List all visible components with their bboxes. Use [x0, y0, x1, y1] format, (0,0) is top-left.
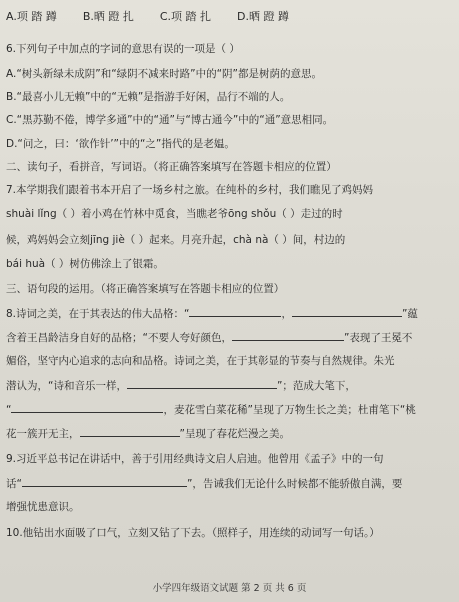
page-footer: 小学四年级语文试题 第 2 页 共 6 页 [152, 583, 307, 594]
answer-blank[interactable] [189, 306, 281, 317]
q7-line-4: bái huà（ ）树仿佛涂上了银霜。 [6, 258, 164, 270]
q10-question: 10.他钻出水面吸了口气，立刻又钻了下去。（照样子，用连续的动词写一句话。） [6, 527, 380, 539]
q9-line-1: 9.习近平总书记在讲话中，善于引用经典诗文启人启迪。他曾用《孟子》中的一句 [6, 453, 384, 465]
q6-option-d: D.“问之，曰：‘欲作针’”中的“之”指代的是老媪。 [6, 138, 235, 150]
q8-line-1-end: ”蕴 [401, 308, 418, 320]
q9-line-2 [6, 476, 459, 491]
answer-blank[interactable] [11, 402, 163, 413]
q9-line-2-end: ”，告诫我们无论什么时候都不能骄傲自满，要 [186, 478, 403, 490]
q8-line-2 [6, 330, 459, 345]
q8-line-1-text: 8.诗词之美，在于其表达的伟大品格：“ [6, 308, 190, 320]
q8-line-6-end: ”呈现了春花烂漫之美。 [179, 428, 290, 440]
answer-blank[interactable] [22, 476, 187, 487]
answer-blank[interactable] [292, 306, 402, 317]
q5-option-c: C.项 踏 扎 [159, 10, 212, 23]
q8-line-2-text: 含着王昌龄洁身自好的品格；“不要人夸好颜色， [6, 332, 232, 344]
q8-line-5 [6, 402, 459, 417]
q8-line-5-end: ，麦花雪白菜花稀”呈现了万物生长之美；杜甫笔下“桃 [163, 404, 416, 416]
q6-option-b: B.“最喜小儿无赖”中的“无赖”是指游手好闲，品行不端的人。 [6, 91, 291, 103]
q8-line-5-text: “ [6, 404, 12, 416]
q5-option-d: D.晒 蹬 蹲 [237, 10, 290, 23]
q8-line-6 [6, 426, 459, 441]
q6-question: 6.下列句子中加点的字词的意思有误的一项是（ ） [6, 43, 240, 55]
q8-line-2-end: ”表现了王冕不 [343, 332, 413, 344]
answer-blank[interactable] [232, 330, 344, 341]
q9-line-2-text: 话“ [6, 478, 22, 490]
section-3-heading: 三、语句段的运用。（将正确答案填写在答题卡相应的位置） [6, 283, 285, 295]
q6-option-a: A.“树头新绿未成阴”和“绿阴不减来时路”中的“阴”都是树荫的意思。 [6, 68, 322, 80]
q5-option-b: B.晒 蹬 扎 [82, 10, 134, 23]
q8-line-1 [6, 306, 459, 321]
q9-line-3: 增强忧患意识。 [6, 501, 80, 513]
q8-line-3: 媚俗，坚守内心追求的志向和品格。诗词之美，在于其彰显的节奏与自然规律。朱光 [6, 355, 395, 367]
q8-line-4-text: 潜认为，“诗和音乐一样， [6, 380, 127, 392]
answer-blank[interactable] [80, 426, 180, 437]
q8-line-4 [6, 378, 459, 393]
answer-blank[interactable] [127, 378, 277, 389]
q7-line-2: shuài lǐng（ ）着小鸡在竹林中觅食，当瞧老爷ōng shǒu（ ）走过的时 [6, 208, 343, 220]
section-2-heading: 二、读句子，看拼音，写词语。（将正确答案填写在答题卡相应的位置） [6, 161, 337, 173]
q8-line-6-text: 花一簇开无主， [6, 428, 80, 440]
q5-options [6, 10, 459, 24]
q7-line-3: 候，鸡妈妈会立刻jīng jiè（ ）起来。月亮升起，chà nà（ ）间，村边的 [6, 234, 346, 246]
q8-line-4-end: ”；范成大笔下， [276, 380, 356, 392]
q8-line-1-sep: ， [281, 308, 292, 320]
q5-option-a: A.项 踏 蹲 [6, 10, 57, 23]
q7-line-1: 7.本学期我们跟着书本开启了一场乡村之旅。在纯朴的乡村，我们瞧见了鸡妈妈 [6, 184, 374, 196]
q6-option-c: C.“黑苏勤不倦，博学多通”中的“通”与“博古通今”中的“通”意思相同。 [6, 114, 334, 126]
